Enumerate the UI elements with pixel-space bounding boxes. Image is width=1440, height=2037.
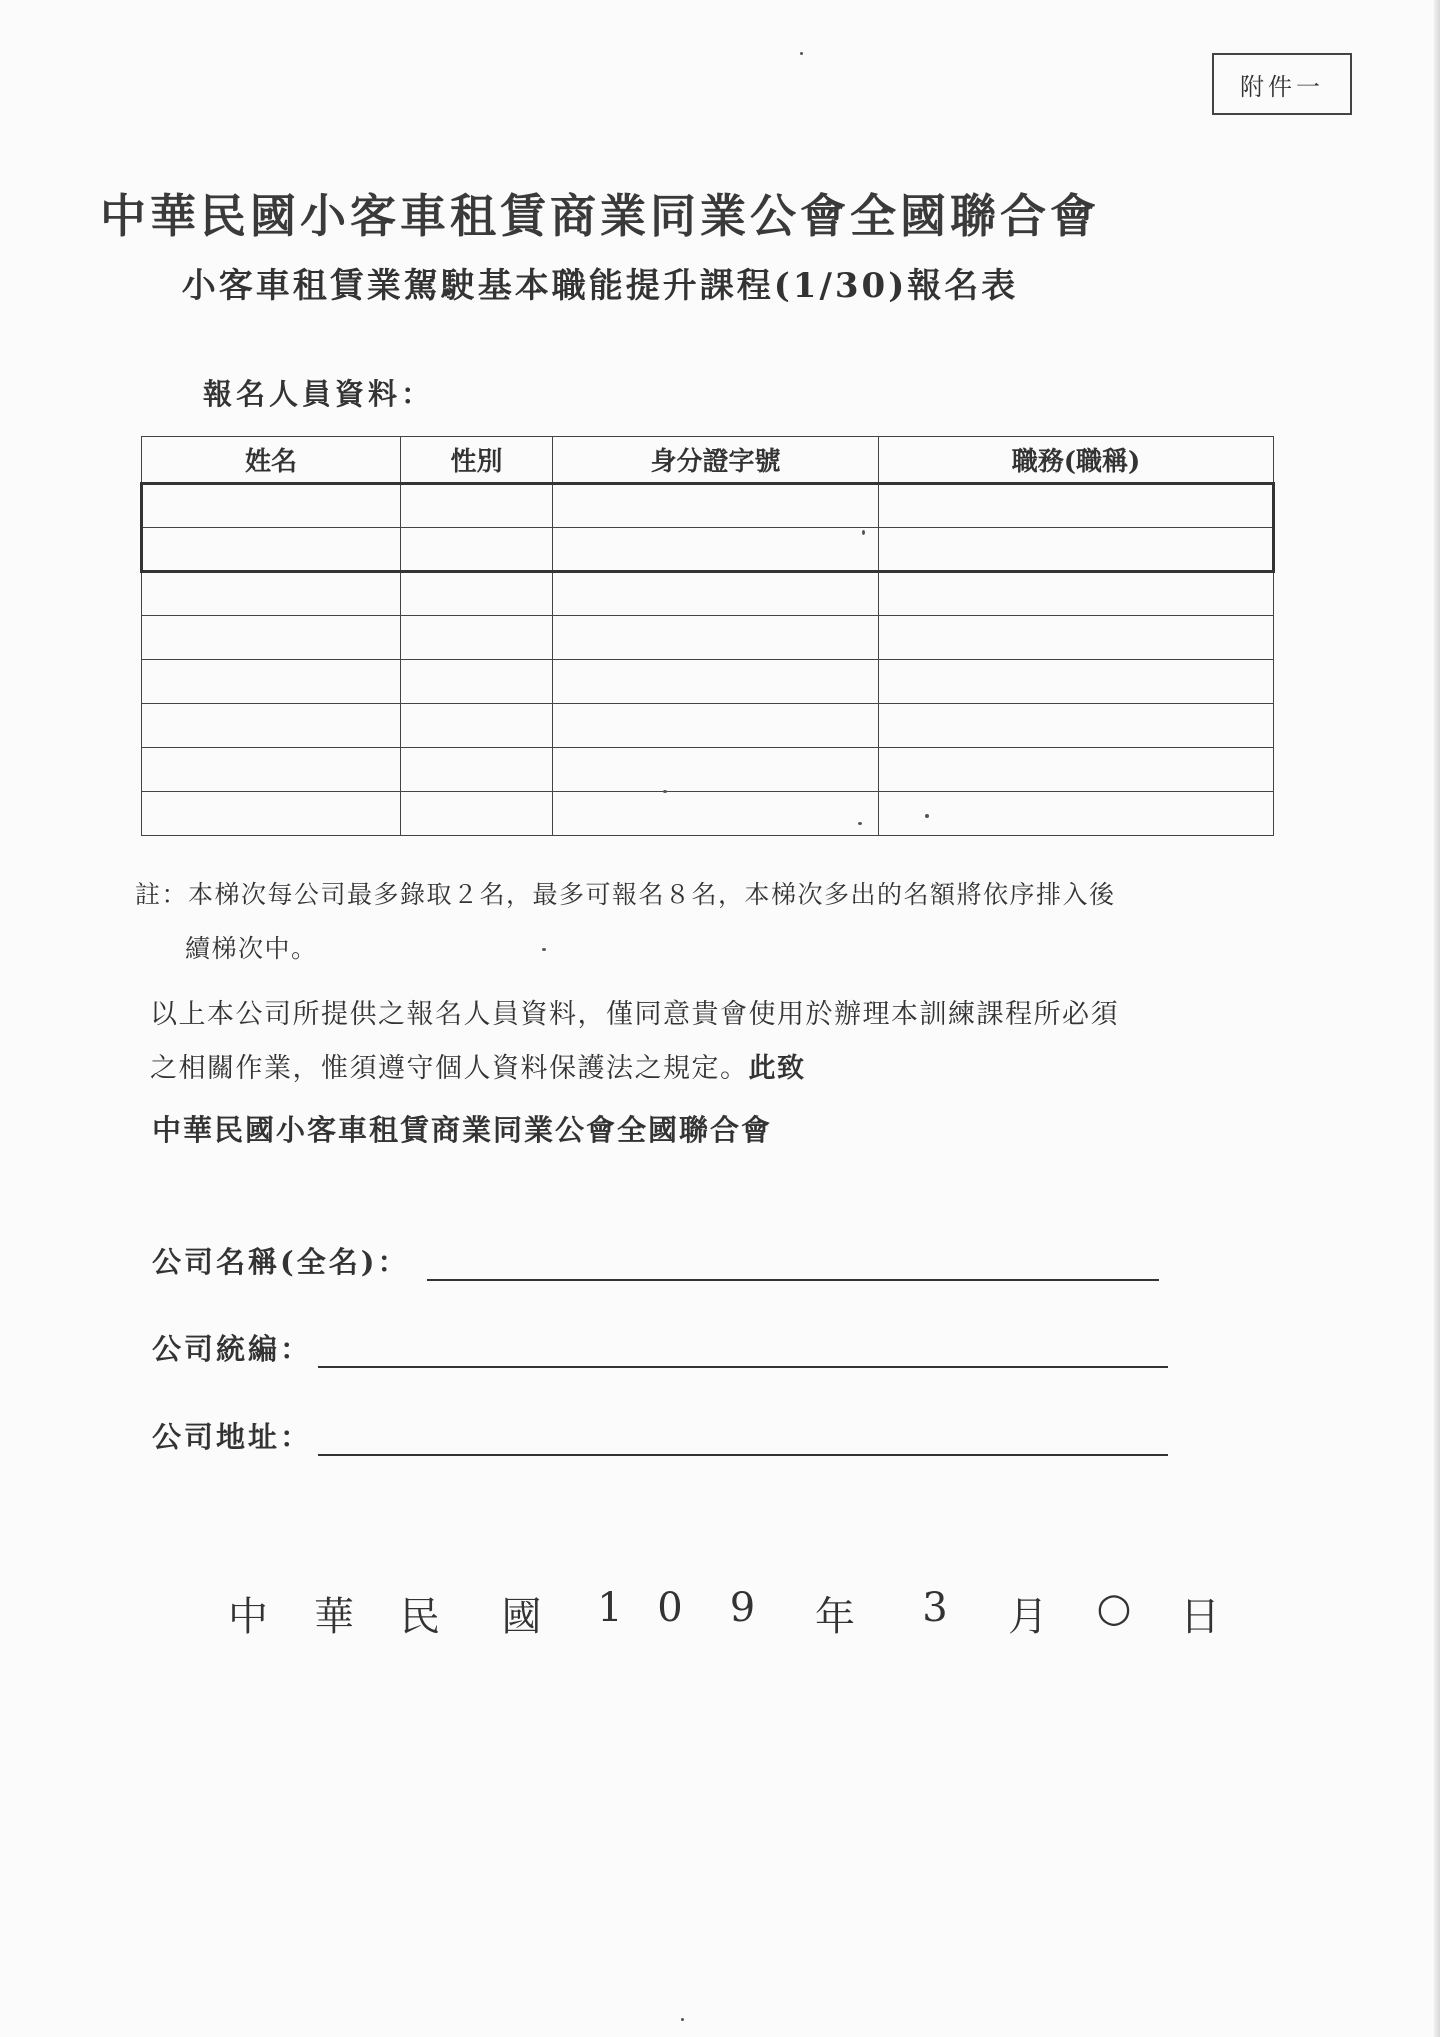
attachment-label: 附件一 (1212, 53, 1352, 115)
table-row (142, 484, 1274, 528)
cell-job-title[interactable] (879, 792, 1274, 836)
cell-name[interactable] (142, 660, 401, 704)
table-row (142, 704, 1274, 748)
company-name-input[interactable] (427, 1249, 1159, 1281)
cell-name[interactable] (142, 748, 401, 792)
cell-gender[interactable] (401, 528, 553, 572)
cell-name[interactable] (142, 704, 401, 748)
cell-id-number[interactable] (553, 660, 879, 704)
cell-id-number[interactable] (553, 616, 879, 660)
cell-id-number[interactable] (553, 572, 879, 616)
date-era-char: 國 (501, 1594, 542, 1640)
recipient-organization: 中華民國小客車租賃商業同業公會全國聯合會 (152, 1113, 773, 1147)
cell-gender[interactable] (401, 572, 553, 616)
date-day-unit: 日 (1180, 1594, 1220, 1640)
scan-speck (663, 790, 667, 793)
date-month-unit: 月 (1008, 1594, 1048, 1640)
cell-id-number[interactable] (553, 484, 879, 528)
cell-name[interactable] (142, 616, 401, 660)
cell-name[interactable] (142, 792, 401, 836)
organization-title: 中華民國小客車租賃商業同業公會全國聯合會 (100, 189, 1100, 243)
header-name: 姓名 (142, 437, 401, 484)
scan-speck (925, 814, 929, 818)
address-field (152, 1415, 1168, 1456)
cell-job-title[interactable] (879, 616, 1274, 660)
table-row (142, 616, 1274, 660)
cell-gender[interactable] (401, 484, 553, 528)
tax-id-input[interactable] (318, 1336, 1168, 1368)
date-month: 3 (922, 1585, 948, 1631)
consent-line-2 (150, 1042, 1240, 1096)
company-name-label: 公司名稱(全名)： (152, 1245, 410, 1279)
scan-speck (542, 948, 546, 951)
header-id-number: 身分證字號 (553, 437, 879, 484)
note-line-1: 註：本梯次每公司最多錄取２名，最多可報名８名，本梯次多出的名額將依序排入後 (135, 880, 1116, 909)
cell-job-title[interactable] (879, 572, 1274, 616)
cell-id-number[interactable] (553, 528, 879, 572)
cell-gender[interactable] (401, 792, 553, 836)
cell-gender[interactable] (401, 748, 553, 792)
scan-speck (800, 52, 803, 55)
cell-job-title[interactable] (879, 484, 1274, 528)
note-line-2: 續梯次中。 (185, 934, 318, 963)
address-input[interactable] (318, 1424, 1168, 1456)
header-job-title: 職務(職稱) (879, 437, 1274, 484)
form-title: 小客車租賃業駕駛基本職能提升課程(1/30)報名表 (181, 266, 1019, 306)
date-year-digit: 9 (729, 1585, 756, 1631)
table-row (142, 660, 1274, 704)
table-header-row (142, 437, 1274, 484)
cell-job-title[interactable] (879, 704, 1274, 748)
date-line (205, 1585, 1243, 1642)
table-row (142, 792, 1274, 836)
cell-name[interactable] (142, 484, 401, 528)
scan-speck (862, 530, 865, 535)
consent-line-2-text: 之相關作業，惟須遵守個人資料保護法之規定。 (150, 1053, 749, 1084)
enrollment-note (135, 868, 1255, 976)
scan-speck (681, 2018, 684, 2021)
section-label: 報名人員資料： (203, 377, 435, 411)
table-row (142, 748, 1274, 792)
date-era-char: 中 (228, 1594, 268, 1640)
cell-gender[interactable] (401, 704, 553, 748)
date-year-unit: 年 (815, 1594, 855, 1640)
company-name-field (152, 1240, 1159, 1281)
consent-closing: 此致 (748, 1053, 806, 1084)
tax-id-field (152, 1327, 1168, 1368)
registration-table (140, 436, 1275, 836)
table-row (142, 572, 1274, 616)
cell-id-number[interactable] (553, 704, 879, 748)
tax-id-label: 公司統編： (152, 1332, 313, 1366)
cell-id-number[interactable] (553, 748, 879, 792)
scan-speck (858, 822, 862, 825)
cell-job-title[interactable] (879, 748, 1274, 792)
date-era-char: 民 (400, 1594, 440, 1640)
address-label: 公司地址： (152, 1420, 313, 1454)
cell-gender[interactable] (401, 616, 553, 660)
consent-line-1: 以上本公司所提供之報名人員資料，僅同意貴會使用於辦理本訓練課程所必須 (150, 999, 1119, 1030)
cell-job-title[interactable] (879, 528, 1274, 572)
consent-statement (150, 988, 1240, 1096)
date-day: ○ (1096, 1585, 1132, 1631)
cell-gender[interactable] (401, 660, 553, 704)
table-row (142, 528, 1274, 572)
header-gender: 性別 (401, 437, 553, 484)
date-era-char: 華 (314, 1594, 354, 1640)
cell-name[interactable] (142, 528, 401, 572)
page-edge (1434, 0, 1440, 2037)
cell-job-title[interactable] (879, 660, 1274, 704)
cell-name[interactable] (142, 572, 401, 616)
date-year-digit: 0 (657, 1585, 683, 1631)
cell-id-number[interactable] (553, 792, 879, 836)
date-year-digit: 1 (597, 1585, 623, 1631)
